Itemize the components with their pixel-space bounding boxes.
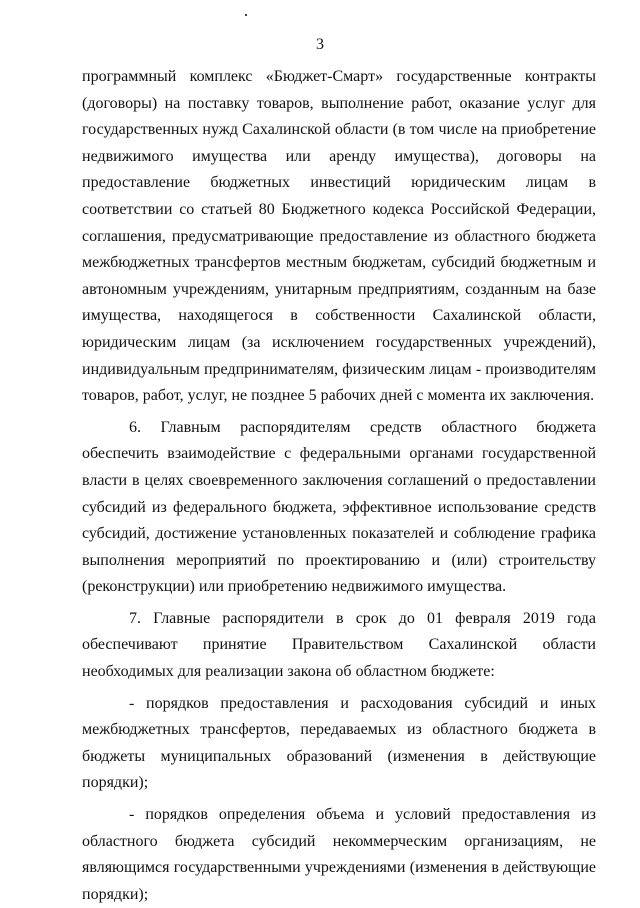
document-body: [82, 64, 596, 908]
paragraph-continuation: программный комплекс «Бюджет-Смарт» государственные контракты (договоры) на поставку товаров, выполнение работ, оказание услуг для государственных нужд Сахалинской области (в том числе на приобретение недвижимого имущества или аренду имущества), договоры на предоставление бюджетных инвестиций юридическим лицам в соответствии со статьей 80 Бюджетного кодекса Российской Федерации, соглашения, предусматривающие предоставление из областного бюджета межбюджетных трансфертов местным бюджетам, субсидий бюджетным и автономным учреждениям, унитарным предприятиям, созданным на базе имущества, находящегося в собственности Сахалинской области, юридическим лицам (за исключением государственных учреждений), индивидуальным предпринимателям, физическим лицам - производителям товаров, работ, услуг, не позднее 5 рабочих дней с момента их заключения.: [82, 68, 596, 405]
scan-speck: [245, 14, 247, 16]
paragraph-subitem-subsidies: - порядков предоставления и расходования субсидий и иных межбюджетных трансфертов, передаваемых из областного бюджета в бюджеты муниципальных образований (изменения в действующие порядки);: [82, 694, 596, 792]
paragraph-item-6: 6. Главным распорядителям средств областного бюджета обеспечить взаимодействие с федеральными органами государственной власти в целях своевременного заключения соглашений о предоставлении субсидий из федерального бюджета, эффективное использование средств субсидий, достижение установленных показателей и соблюдение графика выполнения мероприятий по проектированию и (или) строительству (реконструкции) или приобретению недвижимого имущества.: [82, 418, 596, 596]
paragraph-subitem-nonprofit: - порядков определения объема и условий предоставления из областного бюджета субсидий некоммерческим организациям, не являющимся государственными учреждениями (изменения в действующие порядки);: [82, 806, 596, 903]
paragraph-item-7: 7. Главные распорядители в срок до 01 февраля 2019 года обеспечивают принятие Правительством Сахалинской области необходимых для реализации закона об областном бюджете:: [82, 609, 596, 681]
page-number: 3: [316, 36, 324, 53]
